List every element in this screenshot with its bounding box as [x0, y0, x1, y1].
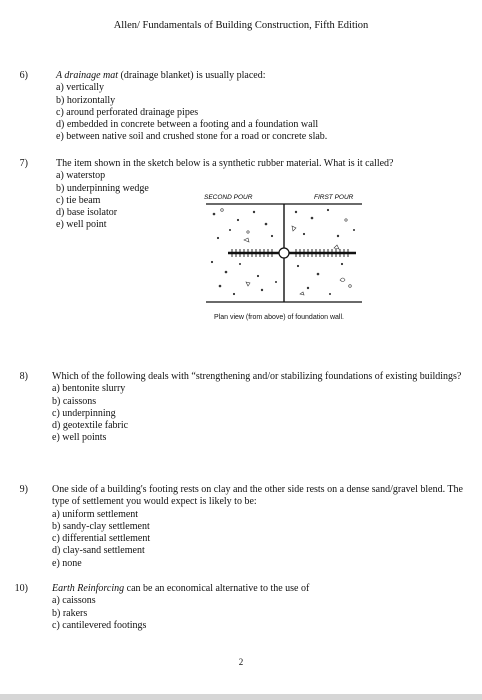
option-e[interactable]: e) well point — [56, 219, 107, 231]
option-list — [52, 595, 309, 632]
question-text — [52, 583, 309, 595]
option-c[interactable]: c) cantilevered footings — [52, 619, 147, 631]
question-number: 7) — [19, 158, 28, 169]
question-number: 6) — [19, 70, 28, 81]
option-a[interactable]: a) caissons — [52, 595, 96, 607]
option-list — [52, 383, 470, 444]
option-c[interactable]: c) around perforated drainage pipes — [56, 106, 199, 118]
option-b[interactable]: b) horizontally — [56, 94, 116, 106]
question-number: 8) — [19, 371, 28, 382]
label-second-pour: SECOND POUR — [204, 194, 253, 201]
option-a[interactable]: a) bentonite slurry — [52, 383, 126, 395]
option-a[interactable]: a) uniform settlement — [52, 508, 139, 520]
question-9 — [0, 484, 470, 574]
option-b[interactable]: b) rakers — [52, 607, 88, 619]
option-d[interactable]: d) base isolator — [56, 207, 118, 219]
option-c[interactable]: c) underpinning — [52, 407, 116, 419]
option-d[interactable]: d) embedded in concrete between a footing and a foundation wall — [56, 119, 319, 131]
question-text: The item shown in the sketch below is a synthetic rubber material. What is it called? — [56, 158, 394, 169]
waterstop — [228, 248, 356, 258]
option-d[interactable]: d) geotextile fabric — [52, 420, 129, 432]
option-c[interactable]: c) tie beam — [56, 194, 101, 206]
option-e[interactable]: e) well points — [52, 432, 107, 444]
label-first-pour: FIRST POUR — [314, 194, 354, 201]
question-8 — [0, 371, 470, 461]
option-c[interactable]: c) differential settlement — [52, 533, 151, 545]
option-b[interactable]: b) underpinning wedge — [56, 182, 149, 194]
question-number: 10) — [14, 583, 28, 594]
page-header: Allen/ Fundamentals of Building Construction, Fifth Edition — [113, 20, 369, 31]
question-term: A drainage mat — [56, 70, 119, 81]
page-number: 2 — [238, 657, 244, 667]
option-b[interactable]: b) sandy-clay settlement — [52, 520, 150, 532]
question-text-rest: (drainage blanket) is usually placed: — [118, 70, 266, 81]
question-text — [56, 70, 327, 82]
question-text: One side of a building's footing rests on clay and the other side rests on a dense sand/gravel blend. The type of settlement you would expect is likely to be: — [52, 484, 463, 508]
question-number: 9) — [19, 484, 28, 495]
sketch-caption: Plan view (from above) of foundation wall. — [214, 314, 344, 321]
option-b[interactable]: b) caissons — [52, 395, 97, 407]
option-list — [52, 509, 470, 570]
question-text: Which of the following deals with “strengthening and/or stabilizing foundations of existing buildings? — [52, 371, 462, 382]
question-term: Earth Reinforcing — [52, 583, 125, 594]
option-a[interactable]: a) waterstop — [56, 170, 106, 182]
question-6 — [0, 70, 470, 150]
question-10 — [0, 583, 470, 633]
option-d[interactable]: d) clay-sand settlement — [52, 545, 145, 557]
scan-bottom-strip — [0, 694, 482, 700]
option-e[interactable]: e) between native soil and crushed stone for a road or concrete slab. — [56, 131, 328, 143]
option-a[interactable]: a) vertically — [56, 82, 105, 94]
option-e[interactable]: e) none — [52, 557, 82, 569]
question-text-rest: can be an economical alternative to the use of — [124, 583, 310, 594]
option-list — [56, 82, 327, 143]
